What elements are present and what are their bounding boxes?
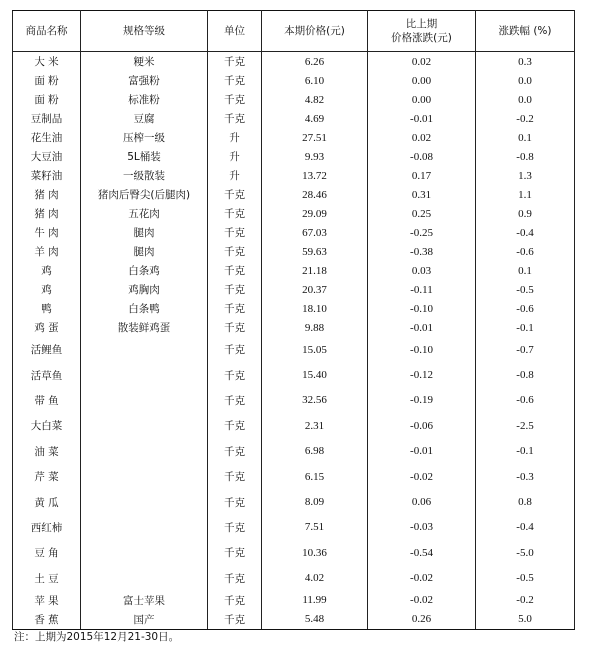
cell-change: -0.12 (368, 362, 476, 387)
cell-change: 0.26 (368, 610, 476, 630)
table-row (13, 223, 575, 242)
cell-spec (81, 464, 208, 489)
cell-pct: -0.1 (476, 439, 575, 464)
cell-unit: 升 (208, 166, 262, 185)
cell-change: -0.10 (368, 299, 476, 318)
cell-name: 芹 菜 (13, 464, 81, 489)
cell-pct: -0.5 (476, 280, 575, 299)
table-row (13, 489, 575, 514)
cell-pct: 0.8 (476, 489, 575, 514)
cell-price: 32.56 (262, 388, 368, 413)
cell-pct: 0.9 (476, 204, 575, 223)
cell-change: -0.01 (368, 439, 476, 464)
cell-unit: 千克 (208, 299, 262, 318)
table-row (13, 464, 575, 489)
cell-pct: -0.1 (476, 318, 575, 337)
cell-spec: 标准粉 (81, 90, 208, 109)
header-change-line1: 比上期 (405, 18, 438, 30)
cell-name: 豆制品 (13, 109, 81, 128)
cell-change: -0.01 (368, 318, 476, 337)
table-row (13, 52, 575, 72)
cell-pct: 0.1 (476, 261, 575, 280)
table-row (13, 318, 575, 337)
cell-unit: 升 (208, 128, 262, 147)
cell-price: 6.26 (262, 52, 368, 72)
cell-price: 67.03 (262, 223, 368, 242)
cell-unit: 千克 (208, 242, 262, 261)
cell-change: -0.11 (368, 280, 476, 299)
cell-price: 6.15 (262, 464, 368, 489)
cell-price: 8.09 (262, 489, 368, 514)
cell-pct: 5.0 (476, 610, 575, 630)
cell-spec (81, 540, 208, 565)
header-spec: 规格等级 (81, 11, 208, 52)
footnote: 注：上期为2015年12月21-30日。 (14, 631, 180, 643)
header-change (368, 11, 476, 52)
cell-pct: -0.2 (476, 591, 575, 610)
cell-spec: 粳米 (81, 52, 208, 72)
cell-price: 59.63 (262, 242, 368, 261)
cell-change: 0.31 (368, 185, 476, 204)
cell-pct: -0.7 (476, 337, 575, 362)
cell-unit: 升 (208, 147, 262, 166)
cell-pct: -0.4 (476, 515, 575, 540)
cell-name: 猪 肉 (13, 185, 81, 204)
cell-spec (81, 439, 208, 464)
cell-spec: 五花肉 (81, 204, 208, 223)
cell-price: 20.37 (262, 280, 368, 299)
table-row (13, 540, 575, 565)
cell-unit: 千克 (208, 318, 262, 337)
cell-unit: 千克 (208, 464, 262, 489)
cell-unit: 千克 (208, 439, 262, 464)
cell-spec: 白条鸡 (81, 261, 208, 280)
cell-change: -0.03 (368, 515, 476, 540)
cell-name: 鸡 (13, 261, 81, 280)
cell-spec: 鸡胸肉 (81, 280, 208, 299)
cell-spec: 白条鸭 (81, 299, 208, 318)
table-row (13, 109, 575, 128)
table-row (13, 242, 575, 261)
cell-unit: 千克 (208, 540, 262, 565)
table-row (13, 591, 575, 610)
header-name: 商品名称 (13, 11, 81, 52)
cell-price: 18.10 (262, 299, 368, 318)
header-change-line2: 价格涨跌(元) (391, 32, 452, 44)
cell-price: 6.98 (262, 439, 368, 464)
table-row (13, 128, 575, 147)
cell-pct: 0.0 (476, 71, 575, 90)
cell-unit: 千克 (208, 204, 262, 223)
cell-unit: 千克 (208, 90, 262, 109)
cell-spec: 富士苹果 (81, 591, 208, 610)
cell-unit: 千克 (208, 413, 262, 438)
cell-pct: -0.6 (476, 299, 575, 318)
cell-change: -0.01 (368, 109, 476, 128)
cell-spec (81, 413, 208, 438)
cell-unit: 千克 (208, 52, 262, 72)
cell-pct: -2.5 (476, 413, 575, 438)
cell-pct: 0.0 (476, 90, 575, 109)
cell-change: -0.02 (368, 464, 476, 489)
cell-name: 西红柿 (13, 515, 81, 540)
cell-unit: 千克 (208, 591, 262, 610)
cell-change: 0.17 (368, 166, 476, 185)
table-row (13, 185, 575, 204)
cell-price: 15.40 (262, 362, 368, 387)
header-price: 本期价格(元) (262, 11, 368, 52)
cell-unit: 千克 (208, 489, 262, 514)
cell-change: -0.02 (368, 591, 476, 610)
cell-name: 面 粉 (13, 71, 81, 90)
cell-name: 土 豆 (13, 566, 81, 591)
cell-price: 29.09 (262, 204, 368, 223)
cell-pct: 1.3 (476, 166, 575, 185)
cell-pct: -0.8 (476, 147, 575, 166)
table-body (13, 52, 575, 630)
table-row (13, 610, 575, 630)
cell-change: 0.02 (368, 128, 476, 147)
cell-price: 2.31 (262, 413, 368, 438)
cell-change: -0.19 (368, 388, 476, 413)
cell-name: 豆 角 (13, 540, 81, 565)
cell-name: 香 蕉 (13, 610, 81, 630)
cell-price: 5.48 (262, 610, 368, 630)
table-row (13, 261, 575, 280)
cell-name: 猪 肉 (13, 204, 81, 223)
price-table (12, 10, 575, 630)
table-row (13, 515, 575, 540)
cell-price: 27.51 (262, 128, 368, 147)
cell-pct: -0.2 (476, 109, 575, 128)
cell-name: 鸭 (13, 299, 81, 318)
table-row (13, 413, 575, 438)
cell-unit: 千克 (208, 566, 262, 591)
cell-name: 大 米 (13, 52, 81, 72)
cell-unit: 千克 (208, 223, 262, 242)
cell-pct: 0.1 (476, 128, 575, 147)
cell-name: 鸡 (13, 280, 81, 299)
cell-change: 0.00 (368, 71, 476, 90)
cell-price: 11.99 (262, 591, 368, 610)
table-row (13, 388, 575, 413)
cell-name: 鸡 蛋 (13, 318, 81, 337)
cell-pct: 1.1 (476, 185, 575, 204)
cell-change: 0.00 (368, 90, 476, 109)
cell-change: -0.02 (368, 566, 476, 591)
cell-spec: 腿肉 (81, 242, 208, 261)
cell-pct: -0.6 (476, 388, 575, 413)
cell-spec (81, 566, 208, 591)
cell-change: 0.02 (368, 52, 476, 72)
header-unit: 单位 (208, 11, 262, 52)
cell-name: 油 菜 (13, 439, 81, 464)
cell-name: 大豆油 (13, 147, 81, 166)
header-pct: 涨跌幅 (%) (476, 11, 575, 52)
cell-unit: 千克 (208, 362, 262, 387)
cell-spec: 散装鲜鸡蛋 (81, 318, 208, 337)
cell-name: 带 鱼 (13, 388, 81, 413)
cell-unit: 千克 (208, 185, 262, 204)
cell-spec (81, 362, 208, 387)
cell-spec (81, 515, 208, 540)
cell-spec (81, 337, 208, 362)
cell-price: 4.02 (262, 566, 368, 591)
cell-spec: 5L桶装 (81, 147, 208, 166)
cell-change: -0.54 (368, 540, 476, 565)
cell-spec: 富强粉 (81, 71, 208, 90)
cell-unit: 千克 (208, 388, 262, 413)
cell-change: -0.10 (368, 337, 476, 362)
cell-name: 活草鱼 (13, 362, 81, 387)
cell-price: 6.10 (262, 71, 368, 90)
cell-price: 21.18 (262, 261, 368, 280)
cell-price: 10.36 (262, 540, 368, 565)
cell-name: 面 粉 (13, 90, 81, 109)
cell-name: 大白菜 (13, 413, 81, 438)
cell-unit: 千克 (208, 261, 262, 280)
cell-spec (81, 489, 208, 514)
cell-unit: 千克 (208, 515, 262, 540)
cell-change: 0.06 (368, 489, 476, 514)
cell-pct: -0.4 (476, 223, 575, 242)
table-row (13, 362, 575, 387)
cell-change: -0.38 (368, 242, 476, 261)
cell-change: -0.25 (368, 223, 476, 242)
cell-change: -0.08 (368, 147, 476, 166)
cell-pct: -5.0 (476, 540, 575, 565)
cell-spec: 猪肉后臀尖(后腿肉) (81, 185, 208, 204)
cell-spec (81, 388, 208, 413)
cell-unit: 千克 (208, 610, 262, 630)
table-row (13, 166, 575, 185)
cell-name: 羊 肉 (13, 242, 81, 261)
cell-price: 4.82 (262, 90, 368, 109)
cell-name: 牛 肉 (13, 223, 81, 242)
cell-price: 7.51 (262, 515, 368, 540)
table-row (13, 71, 575, 90)
cell-unit: 千克 (208, 71, 262, 90)
cell-name: 黄 瓜 (13, 489, 81, 514)
cell-pct: -0.3 (476, 464, 575, 489)
cell-unit: 千克 (208, 337, 262, 362)
cell-change: 0.03 (368, 261, 476, 280)
cell-pct: -0.6 (476, 242, 575, 261)
cell-change: 0.25 (368, 204, 476, 223)
table-header-row (13, 11, 575, 52)
cell-unit: 千克 (208, 280, 262, 299)
table-row (13, 337, 575, 362)
cell-pct: -0.5 (476, 566, 575, 591)
cell-unit: 千克 (208, 109, 262, 128)
cell-name: 花生油 (13, 128, 81, 147)
table-row (13, 439, 575, 464)
table-row (13, 90, 575, 109)
cell-price: 15.05 (262, 337, 368, 362)
table-row (13, 280, 575, 299)
cell-pct: 0.3 (476, 52, 575, 72)
cell-name: 苹 果 (13, 591, 81, 610)
cell-name: 活鲤鱼 (13, 337, 81, 362)
cell-name: 菜籽油 (13, 166, 81, 185)
cell-spec: 豆腐 (81, 109, 208, 128)
table-row (13, 147, 575, 166)
cell-price: 9.88 (262, 318, 368, 337)
cell-spec: 一级散装 (81, 166, 208, 185)
cell-price: 13.72 (262, 166, 368, 185)
cell-change: -0.06 (368, 413, 476, 438)
table-row (13, 299, 575, 318)
table-row (13, 566, 575, 591)
cell-price: 28.46 (262, 185, 368, 204)
cell-pct: -0.8 (476, 362, 575, 387)
cell-spec: 国产 (81, 610, 208, 630)
cell-spec: 腿肉 (81, 223, 208, 242)
cell-price: 4.69 (262, 109, 368, 128)
cell-spec: 压榨一级 (81, 128, 208, 147)
table-row (13, 204, 575, 223)
cell-price: 9.93 (262, 147, 368, 166)
